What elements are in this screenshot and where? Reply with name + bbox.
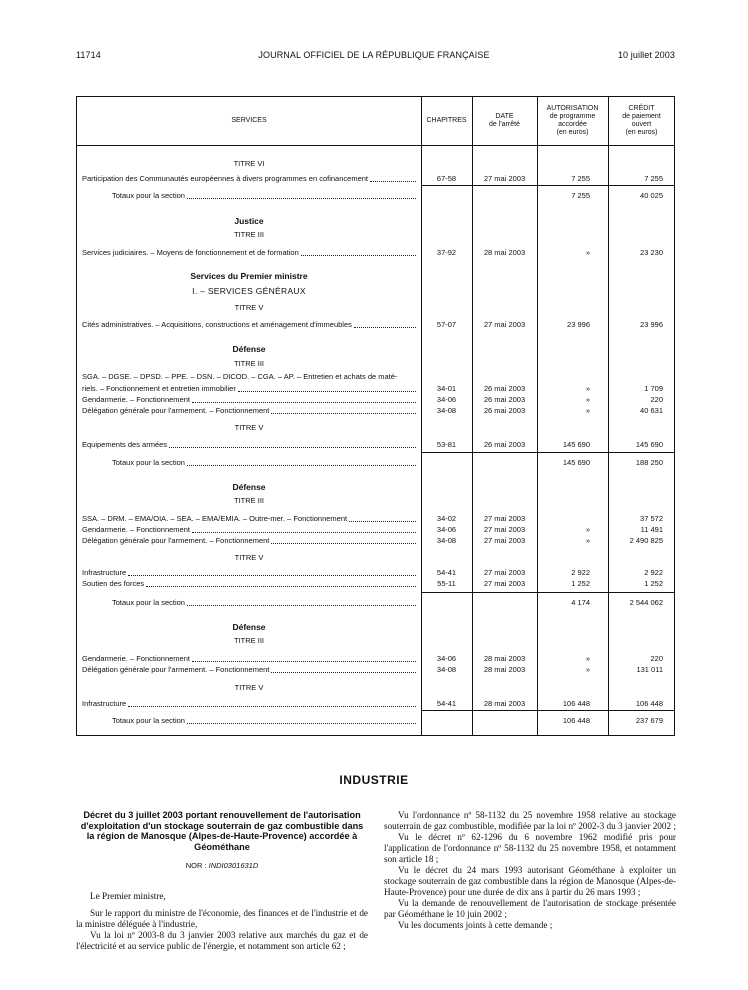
- title-row: [77, 302, 674, 314]
- dot-leader: [192, 524, 416, 533]
- paragraph: Sur le rapport du ministre de l'économie, des finances et de l'industrie et de la ministre déléguée à l'industrie,: [76, 908, 368, 929]
- credit-cell: 1 252: [644, 579, 663, 588]
- chapitre-cell: 57-07: [436, 320, 457, 329]
- paragraph: Vu la loi nº 2003-8 du 3 janvier 2003 relative aux marchés du gaz et de l'électricité et au service public de l'énergie, et notamment son article 62 ;: [76, 930, 368, 951]
- title-label: I. – SERVICES GÉNÉRAUX: [192, 286, 306, 296]
- title-row: [77, 682, 674, 694]
- paragraph: Vu les documents joints à cette demande ;: [398, 920, 553, 930]
- service-cell: [82, 535, 417, 547]
- service-text: Gendarmerie. – Fonctionnement: [82, 395, 190, 404]
- section-heading-row: [77, 481, 674, 493]
- table-row: [77, 698, 674, 710]
- autorisation-cell: »: [585, 536, 590, 545]
- date-cell: 27 mai 2003: [483, 525, 526, 534]
- service-text: Totaux pour la section: [112, 598, 185, 607]
- table-row: [77, 371, 674, 383]
- total-rule: [421, 592, 674, 593]
- dot-leader: [354, 319, 416, 328]
- date-cell: 26 mai 2003: [483, 406, 526, 415]
- header-autorisation: AUTORISATION de programme accordée (en euros): [546, 105, 599, 136]
- title-label: TITRE V: [234, 553, 264, 562]
- service-text: SGA. – DGSE. – DPSD. – PPE. – DSN. – DICOD. – CGA. – AP. – Entretien et achats de maté-: [82, 372, 398, 381]
- paragraph: Vu l'ordonnance nº 58-1132 du 25 novembre 1958 relative au stockage souterrain de gaz combustible, modifiée par la loi nº 2002-3 du 3 janvier 2002 ;: [384, 810, 676, 831]
- title-row: [77, 358, 674, 370]
- chapitre-cell: 34-02: [436, 514, 457, 523]
- chapitre-cell: 34-08: [436, 665, 457, 674]
- issue-date: 10 juillet 2003: [617, 50, 675, 60]
- autorisation-cell: 23 996: [567, 320, 590, 329]
- chapitre-cell: 34-01: [436, 384, 457, 393]
- dot-leader: [187, 457, 416, 466]
- section-heading-row: [77, 270, 674, 282]
- dot-leader: [192, 394, 416, 403]
- date-cell: 28 mai 2003: [483, 654, 526, 663]
- ministry-heading: Défense: [232, 482, 266, 492]
- title-label: TITRE III: [234, 496, 264, 505]
- service-text: Totaux pour la section: [112, 191, 185, 200]
- autorisation-cell: »: [585, 384, 590, 393]
- service-text: Totaux pour la section: [112, 716, 185, 725]
- autorisation-cell: 4 174: [571, 598, 590, 607]
- autorisation-cell: 2 922: [571, 568, 590, 577]
- title-label: TITRE III: [234, 359, 264, 368]
- autorisation-cell: 1 252: [571, 579, 590, 588]
- paragraph: Vu le décret du 24 mars 1993 autorisant Géométhane à exploiter un stockage souterrain de gaz combustible dans la région de Manosque (Alpes-de-Haute-Provence) pour une durée de dix ans à partir du 26 mars 1993 ;: [384, 865, 676, 897]
- total-rule: [421, 710, 674, 711]
- autorisation-cell: »: [585, 665, 590, 674]
- service-text: Infrastructure: [82, 568, 127, 577]
- service-text: Délégation générale pour l'armement. – Fonctionnement: [82, 665, 270, 674]
- date-cell: 27 mai 2003: [483, 174, 526, 183]
- title-label: TITRE V: [234, 303, 264, 312]
- date-cell: 27 mai 2003: [483, 536, 526, 545]
- table-row: [77, 173, 674, 185]
- paragraph: Vu le décret nº 62-1296 du 6 novembre 1962 modifié pris pour l'application de l'ordonnance nº 58-1132 du 25 novembre 1958, et notamment son article 18 ;: [384, 832, 676, 864]
- service-text: Soutien des forces: [82, 579, 145, 588]
- date-cell: 26 mai 2003: [483, 384, 526, 393]
- autorisation-cell: »: [585, 525, 590, 534]
- dot-leader: [128, 567, 416, 576]
- dot-leader: [169, 439, 416, 448]
- credit-cell: 40 025: [640, 191, 663, 200]
- autorisation-cell: 145 690: [562, 440, 590, 449]
- service-cell: [82, 173, 417, 185]
- table-row: [77, 535, 674, 547]
- title-row: [77, 552, 674, 564]
- service-cell: [112, 190, 417, 202]
- title-label: TITRE III: [234, 230, 264, 239]
- date-cell: 28 mai 2003: [483, 699, 526, 708]
- chapitre-cell: 37-92: [436, 248, 457, 257]
- service-text: Délégation générale pour l'armement. – Fonctionnement: [82, 536, 270, 545]
- service-cell: [82, 578, 417, 590]
- date-cell: 28 mai 2003: [483, 248, 526, 257]
- title-label: TITRE III: [234, 636, 264, 645]
- chapitre-cell: 54-41: [436, 699, 457, 708]
- service-text: Infrastructure: [82, 699, 127, 708]
- dot-leader: [271, 535, 416, 544]
- service-cell: [82, 319, 417, 331]
- chapitre-cell: 54-41: [436, 568, 457, 577]
- dot-leader: [349, 513, 416, 522]
- title-row: [77, 635, 674, 647]
- ministry-heading: Services du Premier ministre: [190, 271, 308, 281]
- dot-leader: [187, 190, 416, 199]
- service-cell: [112, 715, 417, 727]
- chapitre-cell: 34-08: [436, 536, 457, 545]
- paragraph: Vu la demande de renouvellement de l'autorisation de stockage présentée par Géométhane le 10 juin 2002 ;: [384, 898, 676, 919]
- service-text: Services judiciaires. – Moyens de fonctionnement et de formation: [82, 248, 299, 257]
- dot-leader: [271, 405, 416, 414]
- total-row: [77, 597, 674, 609]
- decree-left-column: [76, 810, 368, 952]
- header-credit: CRÉDIT de paiement ouvert (en euros): [622, 105, 661, 136]
- credit-cell: 11 491: [640, 525, 663, 534]
- table-row: [77, 319, 674, 331]
- service-text: Gendarmerie. – Fonctionnement: [82, 525, 190, 534]
- table-row: [77, 578, 674, 590]
- service-cell: [82, 664, 417, 676]
- date-cell: 27 mai 2003: [483, 579, 526, 588]
- header-chapitres: CHAPITRES: [426, 117, 467, 124]
- service-text: Cités administratives. – Acquisitions, constructions et aménagement d'immeubles: [82, 320, 352, 329]
- dot-leader: [192, 653, 416, 662]
- service-cell: [82, 247, 417, 259]
- date-cell: 26 mai 2003: [483, 440, 526, 449]
- credit-cell: 2 490 825: [629, 536, 663, 545]
- autorisation-cell: »: [585, 395, 590, 404]
- autorisation-cell: 106 448: [562, 699, 590, 708]
- autorisation-cell: 7 255: [571, 191, 590, 200]
- credit-cell: 220: [650, 395, 663, 404]
- title-label: TITRE V: [234, 683, 264, 692]
- credit-cell: 1 709: [644, 384, 663, 393]
- credit-cell: 2 544 062: [629, 598, 663, 607]
- credit-cell: 145 690: [635, 440, 663, 449]
- credit-cell: 23 996: [640, 320, 663, 329]
- table-row: [77, 405, 674, 417]
- title-label: TITRE V: [234, 423, 264, 432]
- table-row: [77, 439, 674, 451]
- table-row: [77, 664, 674, 676]
- service-cell: [82, 439, 417, 451]
- chapitre-cell: 34-08: [436, 406, 457, 415]
- credit-cell: 237 679: [635, 716, 663, 725]
- credit-cell: 220: [650, 654, 663, 663]
- section-heading-row: [77, 343, 674, 355]
- credit-cell: 2 922: [644, 568, 663, 577]
- title-row: [77, 229, 674, 241]
- header-date: DATE de l'arrêté: [489, 113, 520, 128]
- total-row: [77, 715, 674, 727]
- title-row: [77, 158, 674, 170]
- service-cell: [112, 597, 417, 609]
- total-row: [77, 457, 674, 469]
- decree-title: Décret du 3 juillet 2003 portant renouvellement de l'autorisation d'exploitation d'un stockage souterrain de gaz combustible dans la région de Manosque (Alpes-de-Haute-Provence) accordée à Géométhane: [80, 810, 364, 852]
- nor-reference: NOR : INDI0301631D: [185, 861, 259, 870]
- dot-leader: [370, 173, 416, 182]
- credit-cell: 23 230: [640, 248, 663, 257]
- chapitre-cell: 67-58: [436, 174, 457, 183]
- table-row: [77, 247, 674, 259]
- paragraph: Le Premier ministre,: [90, 891, 166, 901]
- autorisation-cell: »: [585, 406, 590, 415]
- service-text: Totaux pour la section: [112, 458, 185, 467]
- section-title: INDUSTRIE: [339, 773, 409, 787]
- date-cell: 27 mai 2003: [483, 320, 526, 329]
- section-heading-row: [77, 215, 674, 227]
- dot-leader: [128, 698, 416, 707]
- credit-cell: 106 448: [635, 699, 663, 708]
- credit-cell: 37 572: [640, 514, 663, 523]
- service-cell: [82, 405, 417, 417]
- date-cell: 27 mai 2003: [483, 514, 526, 523]
- section-heading-row: [77, 621, 674, 633]
- total-row: [77, 190, 674, 202]
- dot-leader: [238, 383, 416, 392]
- header-services: SERVICES: [231, 117, 267, 124]
- journal-title: JOURNAL OFFICIEL DE LA RÉPUBLIQUE FRANÇAISE: [258, 50, 490, 60]
- dot-leader: [187, 597, 416, 606]
- ministry-heading: Défense: [232, 622, 266, 632]
- title-label: TITRE VI: [233, 159, 265, 168]
- credit-cell: 40 631: [640, 406, 663, 415]
- service-text: Gendarmerie. – Fonctionnement: [82, 654, 190, 663]
- title-row: [77, 422, 674, 434]
- dot-leader: [301, 247, 416, 256]
- credit-cell: 131 011: [636, 665, 663, 674]
- service-cell: [82, 698, 417, 710]
- dot-leader: [271, 664, 416, 673]
- service-text: Equipements des armées: [82, 440, 168, 449]
- service-text: SSA. – DRM. – EMA/OIA. – SEA. – EMA/EMIA. – Outre-mer. – Fonctionnement: [82, 514, 348, 523]
- ministry-heading: Justice: [234, 216, 264, 226]
- service-cell: [112, 457, 417, 469]
- page-number: 11714: [76, 50, 101, 60]
- dot-leader: [187, 715, 416, 724]
- date-cell: 27 mai 2003: [483, 568, 526, 577]
- ministry-heading: Défense: [232, 344, 266, 354]
- credit-cell: 7 255: [644, 174, 663, 183]
- service-text: Participation des Communautés européennes à divers programmes en cofinancement: [82, 174, 368, 183]
- autorisation-cell: 7 255: [571, 174, 590, 183]
- service-cell: [82, 371, 417, 383]
- chapitre-cell: 34-06: [436, 654, 457, 663]
- date-cell: 28 mai 2003: [483, 665, 526, 674]
- total-rule: [421, 185, 674, 186]
- autorisation-cell: »: [585, 248, 590, 257]
- chapitre-cell: 34-06: [436, 525, 457, 534]
- dot-leader: [146, 578, 416, 587]
- chapitre-cell: 53-81: [436, 440, 457, 449]
- service-text: Délégation générale pour l'armement. – Fonctionnement: [82, 406, 270, 415]
- autorisation-cell: 145 690: [562, 458, 590, 467]
- chapitre-cell: 34-06: [436, 395, 457, 404]
- autorisation-cell: »: [585, 654, 590, 663]
- header-divider: [77, 145, 674, 146]
- service-text: riels. – Fonctionnement et entretien immobilier: [82, 384, 236, 393]
- autorisation-cell: 106 448: [562, 716, 590, 725]
- chapitre-cell: 55-11: [437, 579, 456, 588]
- total-rule: [421, 452, 674, 453]
- credit-cell: 188 250: [635, 458, 663, 467]
- title-row: [77, 285, 674, 297]
- decree-right-column: [384, 810, 676, 931]
- date-cell: 26 mai 2003: [483, 395, 526, 404]
- credits-table: [76, 96, 675, 736]
- title-row: [77, 495, 674, 507]
